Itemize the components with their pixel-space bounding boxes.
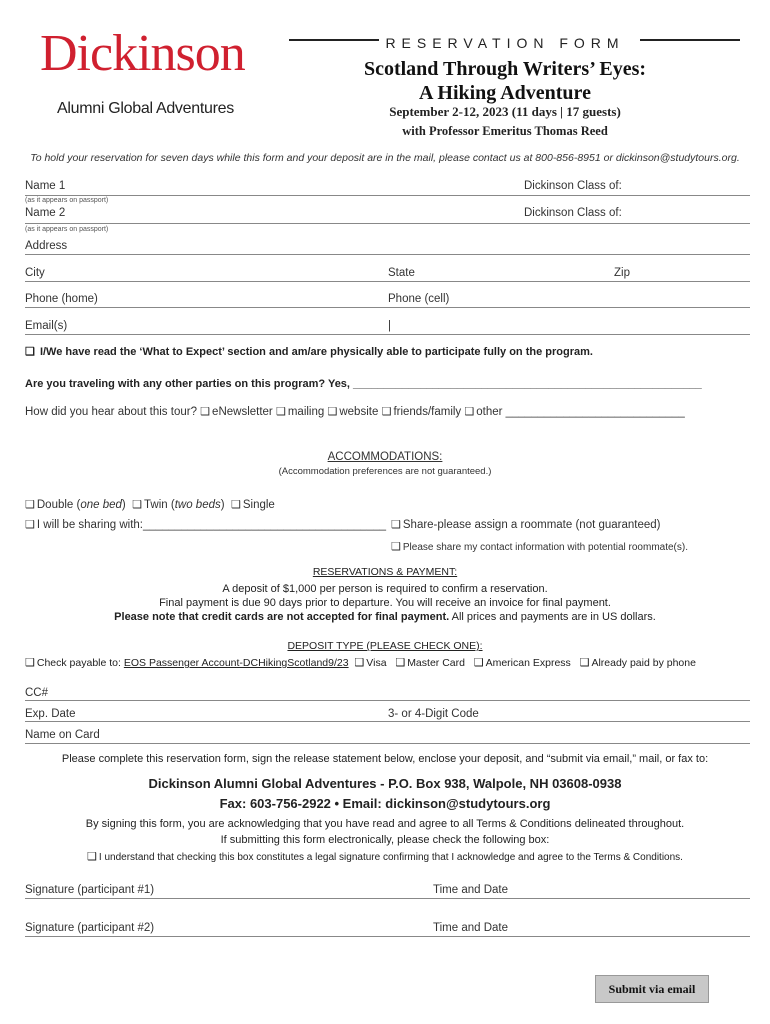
double-label: Double (: [36, 499, 81, 511]
other-checkbox[interactable]: ❑: [464, 406, 475, 418]
city-label: City: [25, 267, 45, 279]
website-checkbox[interactable]: ❑: [327, 406, 338, 418]
address-field[interactable]: [25, 254, 750, 255]
double-close: ): [121, 499, 126, 511]
check-checkbox[interactable]: ❑: [25, 657, 35, 669]
phone-home-label: Phone (home): [25, 293, 98, 305]
sharing-checkbox[interactable]: ❑: [25, 519, 35, 531]
title-rule-left: [289, 39, 379, 41]
payment-line1: A deposit of $1,000 per person is required to confirm a reservation.: [222, 583, 548, 595]
twin-label: Twin (: [144, 499, 175, 511]
title-rule-right: [640, 39, 740, 41]
check-account: EOS Passenger Account-DCHikingScotland9/23: [123, 657, 349, 669]
other-label: other ____________________________: [476, 406, 685, 418]
deposit-row: [25, 656, 696, 669]
twin-close: ): [220, 499, 225, 511]
submit-via-email-button[interactable]: Submit via email: [595, 975, 709, 1003]
trip-title-line1: Scotland Through Writers’ Eyes:: [363, 58, 647, 80]
name1-field[interactable]: [25, 195, 750, 196]
sharing-label: I will be sharing with:______________________________________: [36, 519, 387, 531]
signature1-label: Signature (participant #1): [25, 884, 155, 896]
amex-label: American Express: [485, 657, 571, 669]
exp-code-field[interactable]: [25, 721, 750, 722]
share-assign-checkbox[interactable]: ❑: [391, 519, 401, 531]
passport-note-2: (as it appears on passport): [25, 226, 109, 233]
share-contact-row: [391, 540, 688, 553]
friends-family-label: friends/family: [393, 406, 462, 418]
website-label: website: [339, 406, 379, 418]
share-contact-checkbox[interactable]: ❑: [391, 541, 401, 553]
name2-field[interactable]: [25, 223, 750, 224]
mailing-checkbox[interactable]: ❑: [275, 406, 286, 418]
expect-checkbox[interactable]: ❑: [25, 346, 35, 358]
share-assign-row: [391, 518, 661, 531]
trip-dates: September 2-12, 2023 (11 days | 17 guests): [389, 104, 621, 119]
mastercard-label: Master Card: [407, 657, 465, 669]
paid-phone-label: Already paid by phone: [591, 657, 696, 669]
signature2-label: Signature (participant #2): [25, 922, 155, 934]
twin-detail: two beds: [174, 499, 221, 511]
mailing-address: Dickinson Alumni Global Adventures - P.O. Box 938, Walpole, NH 03608-0938: [148, 776, 622, 791]
payment-line3: [0, 611, 770, 623]
signing-line1: By signing this form, you are acknowledging that you have read and agree to all Terms & Conditions delineated throughout.: [85, 818, 685, 830]
terms-checkbox[interactable]: ❑: [87, 851, 97, 863]
signing-line2: If submitting this form electronically, please check the following box:: [220, 834, 550, 846]
phone-cell-label: Phone (cell): [388, 293, 450, 305]
code-label: 3- or 4-Digit Code: [388, 708, 479, 720]
emails-field[interactable]: [25, 334, 750, 335]
cc-label: CC#: [25, 687, 49, 699]
twin-checkbox[interactable]: ❑: [132, 499, 143, 511]
usd-note: All prices and payments are in US dollars.: [449, 611, 656, 623]
emails-label: Email(s): [25, 320, 68, 332]
time-date2-label: Time and Date: [433, 922, 508, 934]
signature1-field[interactable]: [25, 898, 750, 899]
hold-note: To hold your reservation for seven days while this form and your deposit are in the mail, please contact us at 800-856-8951 or dickinson@studytours.org.: [30, 152, 740, 164]
passport-note-1: (as it appears on passport): [25, 197, 109, 204]
city-state-zip-field[interactable]: [25, 281, 750, 282]
amex-checkbox[interactable]: ❑: [473, 657, 484, 669]
enewsletter-label: eNewsletter: [212, 406, 273, 418]
trip-title: [345, 57, 665, 105]
mastercard-checkbox[interactable]: ❑: [395, 657, 406, 669]
enewsletter-checkbox[interactable]: ❑: [200, 406, 211, 418]
fax-email: Fax: 603-756-2922 • Email: dickinson@studytours.org: [219, 796, 551, 811]
single-label: Single: [242, 499, 275, 511]
payment-line2: Final payment is due 90 days prior to departure. You will receive an invoice for final payment.: [159, 597, 611, 609]
form-title: RESERVATION FORM: [385, 35, 625, 51]
payment-heading: RESERVATIONS & PAYMENT:: [312, 566, 458, 578]
deposit-heading: DEPOSIT TYPE (PLEASE CHECK ONE):: [287, 640, 483, 652]
dickinson-logo: Dickinson: [40, 25, 245, 82]
zip-label: Zip: [614, 267, 630, 279]
accommodations-note: (Accommodation preferences are not guaranteed.): [278, 466, 492, 477]
hear-row: [25, 405, 685, 418]
name1-label: Name 1: [25, 180, 66, 192]
email-separator: |: [388, 320, 391, 332]
name-on-card-field[interactable]: [25, 743, 750, 744]
share-assign-label: Share-please assign a roommate (not guaranteed): [402, 519, 661, 531]
trip-title-line2: A Hiking Adventure: [419, 82, 591, 104]
terms-label: I understand that checking this box constitutes a legal signature confirming that I acknowledge and agree to the Terms & Conditions.: [98, 852, 683, 863]
double-checkbox[interactable]: ❑: [25, 499, 35, 511]
single-checkbox[interactable]: ❑: [230, 499, 241, 511]
exp-label: Exp. Date: [25, 708, 76, 720]
paid-phone-checkbox[interactable]: ❑: [579, 657, 590, 669]
class2-label: Dickinson Class of:: [524, 207, 622, 219]
room-type-row: [25, 498, 275, 511]
name-on-card-label: Name on Card: [25, 729, 100, 741]
state-label: State: [388, 267, 415, 279]
expect-statement: [25, 345, 593, 358]
cc-field[interactable]: [25, 700, 750, 701]
hear-question: How did you hear about this tour?: [25, 406, 197, 418]
instructions: Please complete this reservation form, sign the release statement below, enclose your deposit, and “submit via email,” mail, or fax to:: [61, 753, 709, 765]
accommodations-heading: ACCOMMODATIONS:: [327, 451, 443, 463]
signing-line3: [0, 850, 770, 863]
address-label: Address: [25, 240, 68, 252]
mailing-label: mailing: [287, 406, 325, 418]
name2-label: Name 2: [25, 207, 66, 219]
visa-checkbox[interactable]: ❑: [354, 657, 365, 669]
visa-label: Visa: [366, 657, 387, 669]
class1-label: Dickinson Class of:: [524, 180, 622, 192]
double-detail: one bed: [80, 499, 122, 511]
check-label: Check payable to:: [36, 657, 121, 669]
time-date1-label: Time and Date: [433, 884, 508, 896]
friends-family-checkbox[interactable]: ❑: [381, 406, 392, 418]
expect-text: I/We have read the ‘What to Expect’ section and am/are physically able to participate fully on the program.: [39, 346, 593, 358]
phone-field[interactable]: [25, 307, 750, 308]
logo-subtitle: Alumni Global Adventures: [57, 100, 234, 117]
sharing-row: [25, 518, 386, 531]
trip-professor: with Professor Emeritus Thomas Reed: [402, 124, 608, 138]
share-contact-label: Please share my contact information with potential roommate(s).: [402, 542, 688, 553]
signature2-field[interactable]: [25, 936, 750, 937]
other-parties-question: Are you traveling with any other parties on this program? Yes, _________________________________________________________: [25, 378, 702, 390]
credit-card-note: Please note that credit cards are not accepted for final payment.: [114, 611, 450, 623]
